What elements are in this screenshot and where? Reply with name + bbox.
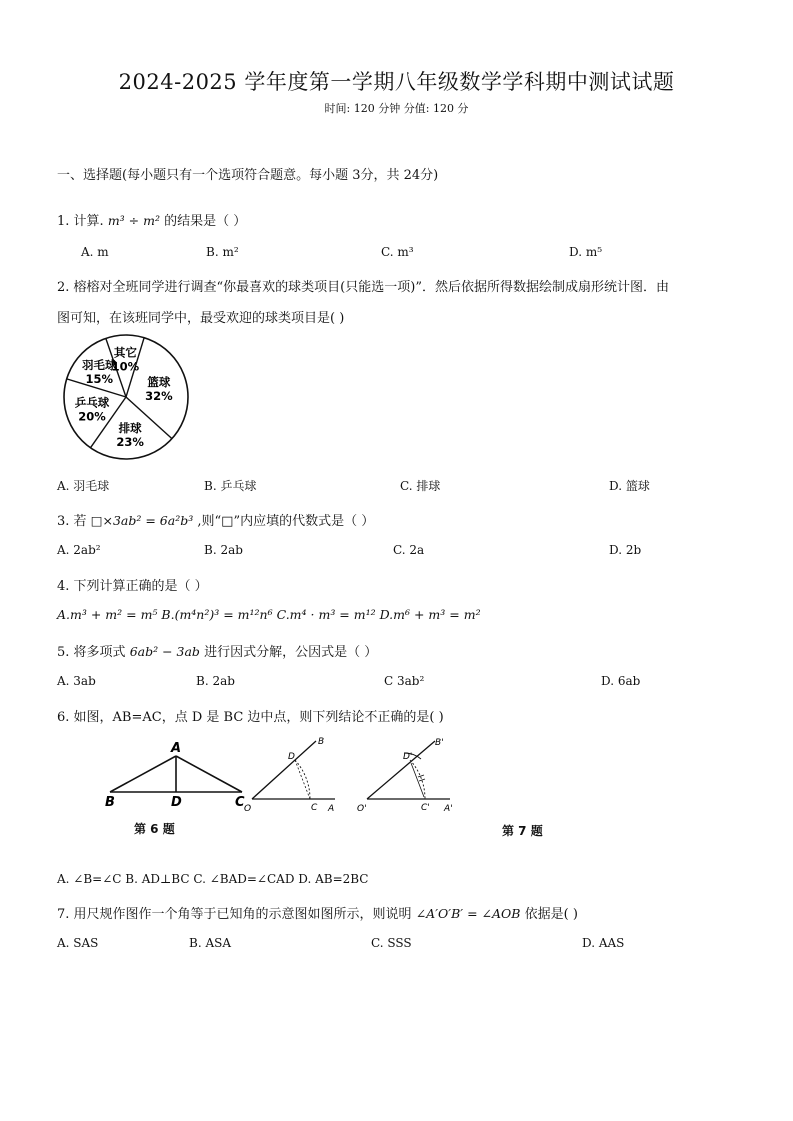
q5-expression: 6ab² − 3ab [129, 644, 200, 659]
q3-option-c: C. 2a [393, 543, 425, 557]
q5-option-a: A. 3ab [57, 674, 96, 688]
q2-stem-line1: 2. 榕榕对全班同学进行调查“你最喜欢的球类项目(只能选一项)”．然后依据所得数据绘制成扇形统计图．由 [57, 280, 669, 295]
pie-chart [58, 327, 198, 467]
q2-option-c: C. 排球 [400, 479, 441, 493]
fig7b-b-label: B' [435, 738, 444, 748]
fig7b-c-label: C' [421, 803, 430, 813]
pie-slice-percent: 23% [116, 434, 144, 449]
q1-expression: m³ ÷ m² [107, 213, 160, 228]
q5-stem-pre: 5. 将多项式 [57, 645, 126, 660]
q3-option-d: D. 2b [609, 543, 642, 557]
q7-option-a: A. SAS [57, 936, 99, 950]
q1-option-d: D. m⁵ [569, 245, 603, 259]
figure-7-angle-a-prime [355, 735, 465, 815]
q7-expression: ∠A′O′B′ = ∠AOB [415, 906, 521, 921]
figure-6-triangle [100, 738, 255, 808]
q4-stem: 4. 下列计算正确的是（ ） [57, 579, 208, 594]
figure-7-caption: 第 7 题 [502, 824, 543, 838]
fig7b-o-label: O' [357, 804, 367, 814]
q1-stem-pre: 1. 计算. [57, 214, 104, 229]
point-d-label: D [171, 795, 182, 808]
figure-7-angle-aob [240, 735, 345, 815]
q5-stem-post: 进行因式分解，公因式是（ ） [204, 645, 378, 660]
q3-stem-pre: 3. 若 [57, 514, 87, 529]
q2-stem-line2: 图可知，在该班同学中，最受欢迎的球类项目是( ) [57, 311, 345, 326]
pie-slice-percent: 32% [145, 388, 173, 403]
q3-expression: □×3ab² = 6a²b³ [90, 513, 194, 528]
q1-option-c: C. m³ [381, 245, 414, 259]
q5-option-c: C 3ab² [384, 674, 425, 688]
vertex-c-label: C [235, 795, 245, 808]
fig7a-a-label: A [328, 804, 335, 814]
pie-slice-percent: 10% [111, 359, 140, 374]
question-5 [57, 641, 377, 660]
q6-options: A. ∠B=∠C B. AD⊥BC C. ∠BAD=∠CAD D. AB=2BC [57, 872, 369, 886]
q7-stem-post: 依据是( ) [524, 907, 578, 922]
fig7a-o-label: O [244, 804, 252, 814]
page-title: 2024-2025 学年度第一学期八年级数学学科期中测试试题 [118, 70, 675, 94]
question-3 [57, 510, 374, 529]
pie-slice-category: 其它 [113, 345, 137, 360]
q6-stem: 6. 如图，AB=AC，点 D 是 BC 边中点，则下列结论不正确的是( ) [57, 710, 444, 725]
q7-option-c: C. SSS [371, 936, 412, 950]
question-1 [57, 210, 246, 229]
q1-option-a: A. m [81, 245, 109, 259]
figure-6-caption: 第 6 题 [134, 822, 175, 836]
q3-option-a: A. 2ab² [57, 543, 101, 557]
pie-slice-category: 羽毛球 [81, 358, 117, 373]
q1-stem-post: 的结果是（ ） [164, 214, 247, 229]
q3-stem-post: ,则“□”内应填的代数式是（ ） [197, 514, 375, 529]
q5-option-d: D. 6ab [601, 674, 641, 688]
fig7b-a-label: A' [444, 804, 453, 814]
pie-slice-percent: 20% [78, 409, 106, 424]
fig7a-b-label: B [318, 737, 325, 747]
pie-slice-category: 篮球 [147, 374, 171, 389]
q7-option-d: D. AAS [582, 936, 625, 950]
q5-option-b: B. 2ab [196, 674, 235, 688]
q1-option-b: B. m² [206, 245, 239, 259]
section-heading: 一、选择题(每小题只有一个选项符合题意。每小题 3分，共 24分) [57, 168, 439, 183]
q2-option-a: A. 羽毛球 [57, 479, 110, 493]
vertex-b-label: B [105, 795, 115, 808]
q3-option-b: B. 2ab [204, 543, 243, 557]
fig7a-c-label: C [311, 803, 318, 813]
q7-stem-pre: 7. 用尺规作图作一个角等于已知角的示意图如图所示，则说明 [57, 907, 412, 922]
pie-slice-category: 乒乓球 [74, 395, 110, 410]
q4-options: A.m³ + m² = m⁵ B.(m⁴n²)³ = m¹²n⁶ C.m⁴ · m³ = m¹² D.m⁶ + m³ = m² [57, 607, 481, 622]
fig7a-d-label: D [288, 752, 295, 762]
q2-option-b: B. 乒乓球 [204, 479, 257, 493]
q2-option-d: D. 篮球 [609, 479, 650, 493]
question-7 [57, 903, 578, 922]
pie-slice-percent: 15% [85, 372, 114, 387]
vertex-a-label: A [171, 741, 182, 756]
q7-option-b: B. ASA [189, 936, 231, 950]
exam-info: 时间: 120 分钟 分值: 120 分 [324, 102, 469, 115]
fig7b-d-label: D' [403, 752, 413, 762]
pie-slice-category: 排球 [118, 420, 142, 435]
